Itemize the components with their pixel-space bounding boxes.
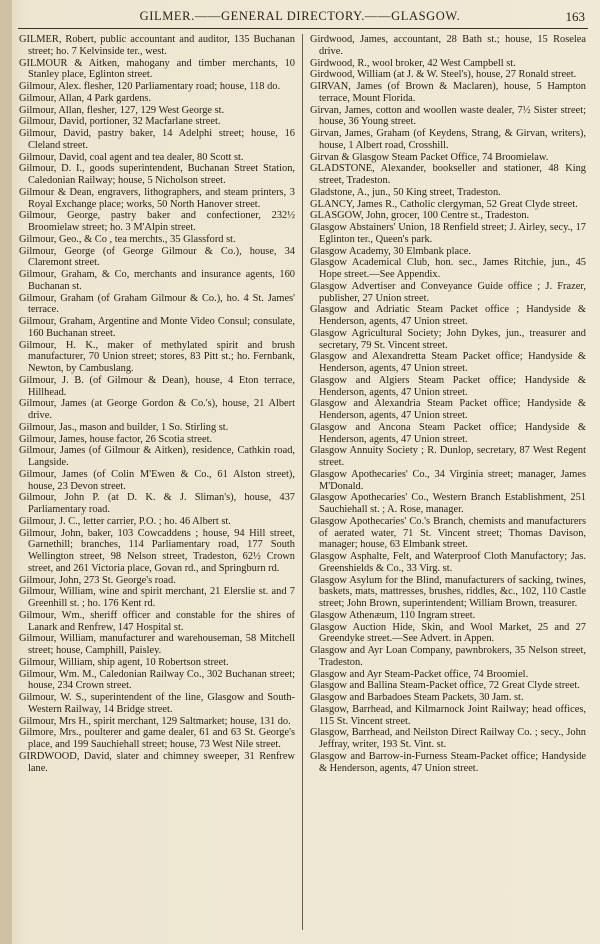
directory-entry: Gilmour, Graham, & Co, merchants and insurance agents, 160 Buchanan st. — [19, 269, 295, 292]
directory-entry: Girdwood, James, accountant, 28 Bath st.; house, 15 Roselea drive. — [310, 34, 586, 57]
directory-entry: GLASGOW, John, grocer, 100 Centre st., Tradeston. — [310, 210, 530, 222]
directory-entry: Girdwood, R., wool broker, 42 West Campbell st. — [310, 57, 516, 69]
directory-entry: Gilmour, Alex. flesher, 120 Parliamentary road; house, 118 do. — [19, 81, 281, 92]
directory-entry: Glasgow and Ancona Steam Packet office; Handyside & Henderson, agents, 47 Union street. — [310, 421, 586, 445]
directory-entry: Gilmour, Allan, 4 Park gardens. — [19, 92, 152, 104]
directory-entry: Gilmour, W. S., superintendent of the line, Glasgow and South-Western Railway, 14 Bridge street. — [19, 692, 295, 715]
directory-entry: Gilmour, David, portioner, 32 Macfarlane street. — [19, 116, 221, 128]
directory-entry: Glasgow Athenæum, 110 Ingram street. — [310, 609, 476, 621]
directory-entry: Glasgow Academy, 30 Elmbank place. — [310, 245, 471, 257]
directory-entry: Glasgow Asylum for the Blind, manufacturers of sacking, twines, baskets, mats, mattresses, brushes, riddles, &c., 102, 110 Castle street; John Brown, superintendent; William Brown, treasurer. — [310, 574, 586, 609]
directory-entry: Gilmour & Dean, engravers, lithographers, and steam printers, 3 Royal Exchange place; works, 50 North Hanover street. — [19, 186, 295, 210]
binding-gutter — [0, 0, 12, 944]
directory-entry: Gilmour, William, wine and spirit merchant, 21 Elerslie st. and 7 Greenhill st. ; ho. 176 Kent rd. — [19, 586, 295, 609]
right-column — [310, 34, 586, 774]
directory-entry: Girvan, James, cotton and woollen waste dealer, 7½ Sister street; house, 36 Young street. — [310, 104, 586, 128]
directory-entry: Glasgow and Alexandria Steam Packet office; Handyside & Henderson, agents, 47 Union street. — [310, 398, 586, 421]
directory-entry: Glasgow Advertiser and Conveyance Guide office ; J. Frazer, publisher, 27 Union street. — [310, 280, 586, 304]
directory-entry: Glasgow, Barrhead, and Kilmarnock Joint Railway; head offices, 115 St. Vincent street. — [310, 703, 586, 727]
directory-entry: Glasgow and Barbadoes Steam Packets, 30 Jam. st. — [310, 692, 524, 703]
directory-entry: Glasgow Auction Hide, Skin, and Wool Market, 25 and 27 Greendyke street.—See Advert. in Appen. — [310, 621, 586, 645]
left-column — [19, 34, 295, 774]
directory-entry: Glasgow Asphalte, Felt, and Waterproof Cloth Manufactory; Jas. Greenshields & Co., 33 Virg. st. — [310, 551, 586, 574]
directory-entry: Glasgow Apothecaries' Co., Western Branch Establishment, 251 Sauchiehall st. ; A. Rose, manager. — [310, 492, 586, 515]
directory-entry: GIRVAN, James (of Brown & Maclaren), house, 5 Hampton terrace, Mount Florida. — [310, 81, 586, 104]
directory-entry: Glasgow Academical Club, hon. sec., James Ritchie, jun., 45 Hope street.—See Appendix. — [310, 257, 586, 280]
directory-entry: Glasgow Abstainers' Union, 18 Renfield street; J. Airley, secy., 17 Eglinton ter., Queen's park. — [310, 222, 586, 245]
directory-entry: Glasgow and Ayr Loan Company, pawnbrokers, 35 Nelson street, Tradeston. — [310, 645, 586, 668]
directory-entry: Gilmour, Wm. M., Caledonian Railway Co., 302 Buchanan street; house, 234 Crown street. — [19, 668, 295, 692]
directory-entry: Glasgow and Alexandretta Steam Packet office; Handyside & Henderson, agents, 47 Union street. — [310, 351, 586, 374]
directory-entry: GILMER, Robert, public accountant and auditor, 135 Buchanan street; ho. 7 Kelvinside ter., west. — [19, 34, 295, 57]
directory-entry: Girvan & Glasgow Steam Packet Office, 74 Broomielaw. — [310, 151, 549, 163]
directory-entry: Glasgow Apothecaries' Co., 34 Virginia street; manager, James M'Donald. — [310, 468, 586, 492]
directory-entry: Gilmour, George, pastry baker and confectioner, 232½ Broomielaw street; ho. 3 M'Alpin street. — [19, 210, 295, 233]
directory-entry: Glasgow and Algiers Steam Packet office; Handyside & Henderson, agents, 47 Union street. — [310, 374, 586, 398]
directory-entry: Glasgow and Adriatic Steam Packet office ; Handyside & Henderson, agents, 47 Union street. — [310, 304, 586, 327]
directory-entry: Gilmour, Graham (of Graham Gilmour & Co.), ho. 4 St. James' terrace. — [19, 292, 295, 316]
header-rule — [18, 28, 588, 29]
directory-entry: Gilmour, D. I., goods superintendent, Buchanan Street Station, Caledonian Railway; house, 5 Nicholson street. — [19, 163, 295, 186]
directory-entry: Gilmour, James (of Gilmour & Aitken), residence, Cathkin road, Langside. — [19, 445, 295, 468]
directory-entry: Glasgow Agricultural Society; John Dykes, jun., treasurer and secretary, 79 St. Vincent street. — [310, 327, 586, 351]
column-divider — [302, 34, 303, 930]
directory-entry: Gilmour, James (at George Gordon & Co.'s), house, 21 Albert drive. — [19, 398, 295, 421]
directory-entry: Gladstone, A., jun., 50 King street, Tradeston. — [310, 186, 501, 198]
directory-entry: Gilmour, H. K., maker of methylated spirit and brush manufacturer, 70 Union street; stores, 83 Pitt st.; ho. Fernbank, Newton, by Cambuslang. — [19, 339, 295, 374]
directory-entry: GILMOUR & Aitken, mahogany and timber merchants, 10 Stanley place, Eglinton street. — [19, 57, 295, 81]
directory-entry: GIRDWOOD, David, slater and chimney sweeper, 31 Renfrew lane. — [19, 750, 295, 774]
directory-entry: Glasgow Annuity Society ; R. Dunlop, secretary, 87 West Regent street. — [310, 445, 586, 468]
directory-entry: Girdwood, William (at J. & W. Steel's), house, 27 Ronald street. — [310, 69, 577, 81]
directory-entry: Gilmour, Jas., mason and builder, 1 So. Stirling st. — [19, 421, 229, 433]
directory-entry: Gilmour, James (of Colin M'Ewen & Co., 61 Alston street), house, 23 Devon street. — [19, 468, 295, 492]
directory-entry: Gilmour, George (of George Gilmour & Co.), house, 34 Claremont street. — [19, 245, 295, 269]
directory-entry: Glasgow and Ballina Steam-Packet office, 72 Great Clyde street. — [310, 680, 580, 692]
running-header: GILMER.——GENERAL DIRECTORY.——GLASGOW. — [139, 9, 461, 23]
directory-entry: Gilmour, Mrs H., spirit merchant, 129 Saltmarket; house, 131 do. — [19, 715, 291, 727]
directory-entry: Glasgow and Ayr Steam-Packet office, 74 Broomiel. — [310, 668, 529, 680]
directory-entry: Glasgow, Barrhead, and Neilston Direct Railway Co. ; secy., John Jeffray, writer, 193 St. Vint. st. — [310, 727, 586, 750]
directory-entry: Gilmour, David, pastry baker, 14 Adelphi street; house, 16 Cleland street. — [19, 128, 295, 151]
directory-entry: Gilmour, David, coal agent and tea dealer, 80 Scott st. — [19, 151, 244, 163]
directory-entry: Gilmour, John P. (at D. K. & J. Sliman's), house, 437 Parliamentary road. — [19, 492, 295, 515]
directory-entry: GLANCY, James R., Catholic clergyman, 52 Great Clyde street. — [310, 198, 578, 210]
directory-entry: Gilmore, Mrs., poulterer and game dealer, 61 and 63 St. George's place, and 199 Sauchiehall street; house, 73 West Nile street. — [19, 727, 295, 750]
directory-entry: Gilmour, John, baker, 103 Cowcaddens ; house, 94 Hill street, Garnethill; branches, 114 Parliamentary road, 177 South Wellington street, 98 Nelson street, Tradeston, 62½ Crown street, and 261 Victoria place, Govan rd., and Springburn rd. — [19, 527, 295, 574]
directory-entry: Gilmour, J. C., letter carrier, P.O. ; ho. 46 Albert st. — [19, 515, 231, 527]
directory-entry: Gilmour, James, house factor, 26 Scotia street. — [19, 433, 213, 445]
directory-entry: Gilmour, Graham, Argentine and Monte Video Consul; consulate, 160 Buchanan street. — [19, 316, 295, 339]
directory-entry: Gilmour, Geo., & Co , tea merchts., 35 Glassford st. — [19, 233, 236, 245]
directory-entry: Girvan, James, Graham (of Keydens, Strang, & Girvan, writers), house, 1 Albert road, Crosshill. — [310, 128, 586, 151]
directory-entry: GLADSTONE, Alexander, bookseller and stationer, 48 King street, Tradeston. — [310, 163, 586, 186]
directory-entry: Gilmour, Wm., sheriff officer and constable for the shires of Lanark and Renfrew, 147 Hospital st. — [19, 609, 295, 633]
directory-entry: Gilmour, Allan, flesher, 127, 129 West George st. — [19, 104, 225, 116]
directory-entry: Gilmour, William, manufacturer and warehouseman, 58 Mitchell street; house, Camphill, Paisley. — [19, 633, 295, 656]
directory-entry: Glasgow Apothecaries' Co.'s Branch, chemists and manufacturers of aerated water, 71 St. Vincent street; Thomas Davison, manager; house, 63 Elmbank street. — [310, 515, 586, 551]
page-number: 163 — [565, 9, 585, 24]
directory-entry: Glasgow and Barrow-in-Furness Steam-Packet office; Handyside & Henderson, agents, 47 Union street. — [310, 750, 586, 774]
directory-entry: Gilmour, John, 273 St. George's road. — [19, 574, 176, 586]
directory-entry: Gilmour, William, ship agent, 10 Robertson street. — [19, 656, 229, 668]
directory-entry: Gilmour, J. B. (of Gilmour & Dean), house, 4 Eton terrace, Hillhead. — [19, 374, 295, 398]
